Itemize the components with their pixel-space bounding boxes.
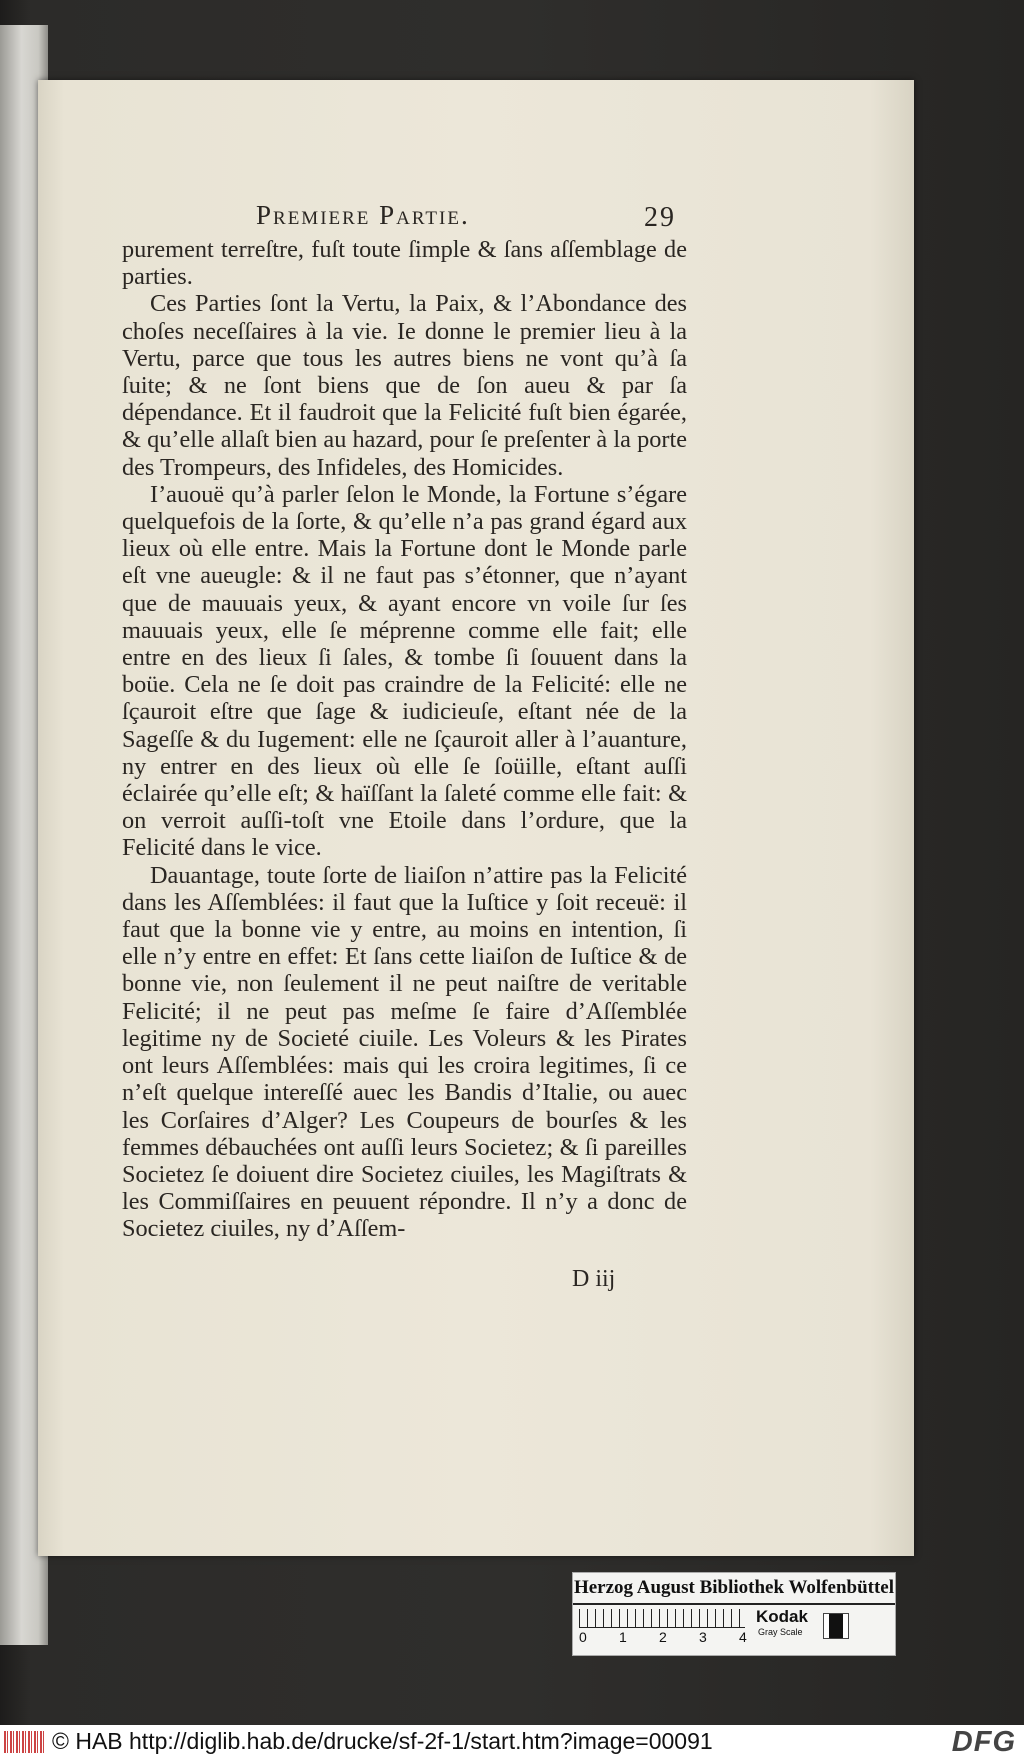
signature-mark: D iij [572, 1266, 616, 1292]
kodak-logo: Kodak [756, 1607, 808, 1626]
header-title: Premiere Partie. [256, 200, 470, 230]
paragraph: Dauantage, toute ſorte de liaiſon n’attire pas la Felicité dans les Aſſemblées: il faut que la Iuſtice y ſoit receuë: il faut que la bonne vie y entre, au moins en intention, ſi elle n’y entre en effet: Et ſans cette liaiſon de Iuſtice & de bonne vie, non ſeulement il ne peut naiſtre de veritable Felicité; il ne peut pas meſme ſe faire d’Aſſemblée legitime ny de Societé ciuile. Les Voleurs & les Pirates ont leurs Aſſemblées: mais qui les croira legitimes, ſi ce n’eſt quelque intereſſé auec les Bandis d’Italie, ou auec les Corſaires d’Alger? Les Coupeurs de bourſes & les femmes débauchées ont auſſi leurs Societez; & ſi pareilles Societez ſe doiuent dire Societez ciuiles, les Magiſtrats & les Commiſſaires en peuuent répondre. Il n’y a donc de Societez ciuiles, ny d’Aſſem- [122, 861, 687, 1243]
paragraph: Ces Parties ſont la Vertu, la Paix, & l’Abondance des choſes neceſſaires à la vie. Ie donne le premier lieu à la Vertu, parce que tous les autres biens ne vont qu’à ſa ſuite; & ne ſont biens que de ſon aueu & par ſa dépendance. Et il faudroit que la Felicité fuſt bien égarée, & qu’elle allaſt bien au hazard, pour ſe preſenter à la porte des Trompeurs, des Infideles, des Homicides. [122, 290, 687, 481]
scale-number: 1 [619, 1629, 627, 1645]
page-number: 29 [644, 202, 676, 233]
gray-patch [823, 1613, 849, 1639]
scale-number: 0 [579, 1629, 587, 1645]
scale-number: 4 [739, 1629, 747, 1645]
scale-ruler [579, 1609, 745, 1628]
library-name: Herzog August Bibliothek Wolfenbüttel [573, 1573, 895, 1605]
footer-bar [0, 1725, 1024, 1759]
body-text [122, 236, 687, 1243]
color-target [572, 1572, 896, 1656]
barcode-icon [4, 1731, 44, 1753]
paragraph: purement terreſtre, fuſt toute ſimple & ſans aſſemblage de parties. [122, 236, 687, 291]
gray-scale-label: Gray Scale [758, 1627, 803, 1637]
dfg-logo: DFG [951, 1726, 1016, 1758]
paragraph: I’auouë qu’à parler ſelon le Monde, la Fortune s’égare quelquefois de la ſorte, & qu’elle n’a pas grand égard aux lieux où elle entre. Mais la Fortune dont le Monde parle eſt vne aueugle: & il ne faut pas s’étonner, que n’ayant que de mauuais yeux, & ayant encore vn voile ſur ſes mauuais yeux, elle ſe méprenne comme elle fait; elle entre en des lieux ſi ſales, & tombe ſi ſouuent dans la boüe. Cela ne ſe doit pas craindre de la Felicité: elle ne ſçauroit eſtre que ſage & iudicieuſe, eſtant née de la Sageſſe & du Iugement: elle ne ſçauroit aller à l’auanture, ny entrer en des lieux où elle ſe ſoüille, eſtant auſſi éclairée qu’elle eſt; & haïſſant la ſaleté comme elle fait: & on verroit auſſi-toſt vne Etoile dans l’ordure, que la Felicité dans le vice. [122, 480, 687, 862]
source-url[interactable]: © HAB http://diglib.hab.de/drucke/sf-2f-1/start.htm?image=00091 [52, 1728, 713, 1754]
scale-number: 2 [659, 1629, 667, 1645]
scale-number: 3 [699, 1629, 707, 1645]
running-header [256, 200, 676, 240]
scale-numbers [579, 1629, 749, 1649]
